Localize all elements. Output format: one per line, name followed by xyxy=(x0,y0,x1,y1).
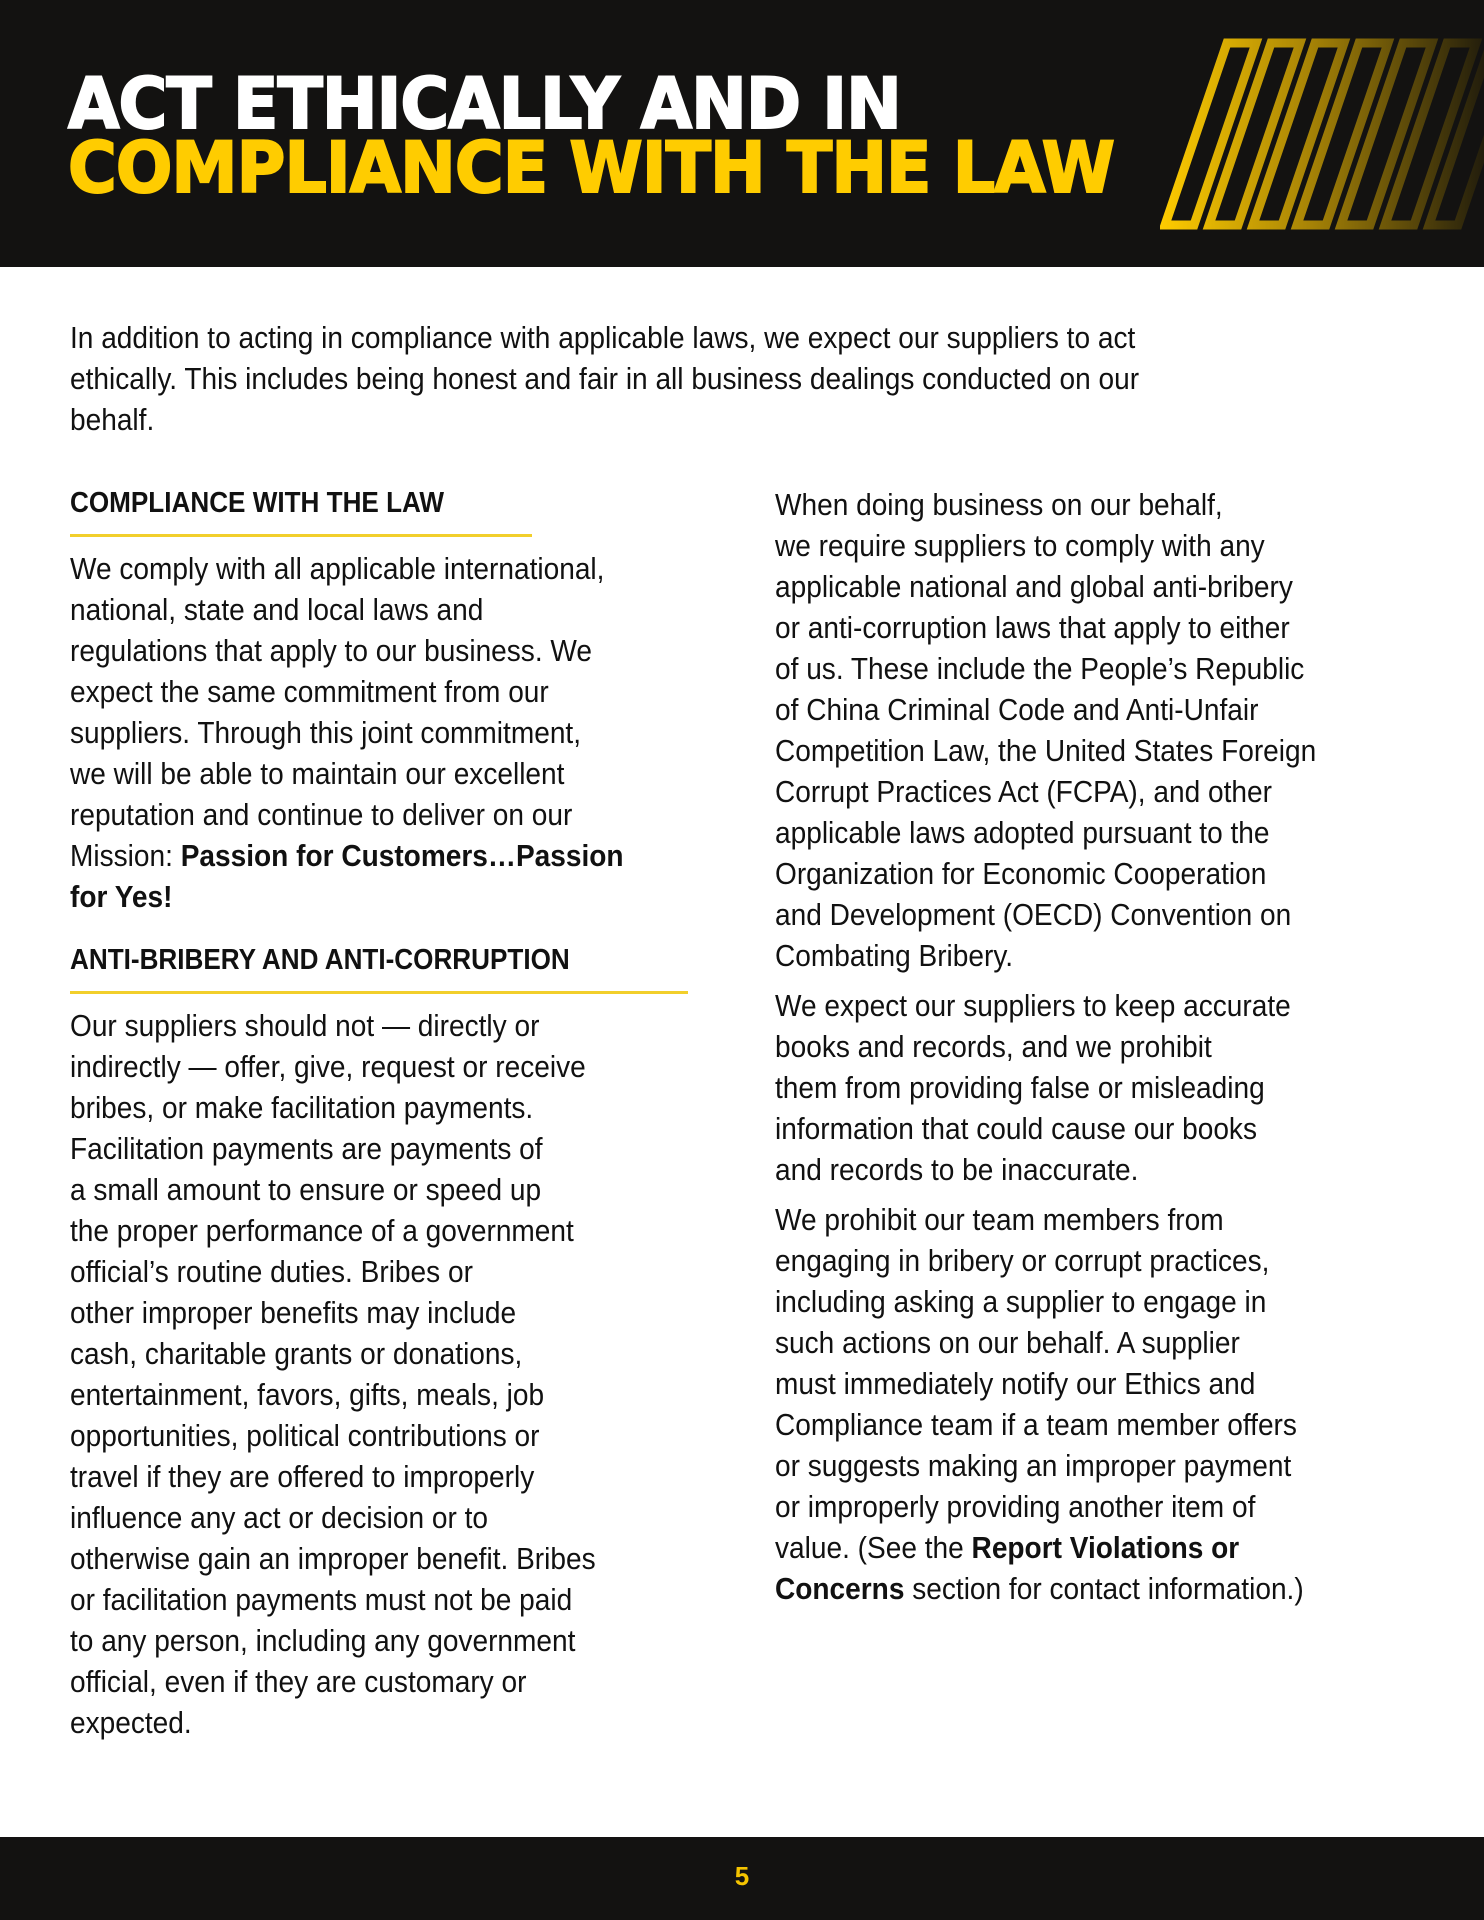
slanted-stripes-icon xyxy=(1160,38,1484,230)
body-line: of us. These include the People’s Republic xyxy=(775,652,1305,686)
body-line: influence any act or decision or to xyxy=(70,1501,489,1535)
body-line: suppliers. Through this joint commitment, xyxy=(70,716,582,750)
body-line: When doing business on our behalf, xyxy=(775,488,1223,522)
mission-statement: Passion for Customers…Passion xyxy=(180,839,624,873)
body-line: opportunities, political contributions or xyxy=(70,1419,540,1453)
section-heading: ANTI-BRIBERY AND ANTI-CORRUPTION xyxy=(70,944,570,976)
page-header-banner xyxy=(0,0,1484,267)
intro-line: In addition to acting in compliance with applicable laws, we expect our suppliers to act xyxy=(70,321,1136,355)
heading-underline xyxy=(70,534,532,537)
body-line: reputation and continue to deliver on our xyxy=(70,798,573,832)
body-line: we require suppliers to comply with any xyxy=(775,529,1265,563)
mission-statement: for Yes! xyxy=(70,880,173,914)
body-line: engaging in bribery or corrupt practices, xyxy=(775,1244,1270,1278)
paragraph-anti-bribery-laws xyxy=(775,485,1425,977)
body-line: including asking a supplier to engage in xyxy=(775,1285,1267,1319)
body-line: or improperly providing another item of xyxy=(775,1490,1256,1524)
mission-line xyxy=(70,877,668,918)
left-column xyxy=(70,485,720,1753)
body-line: or facilitation payments must not be paid xyxy=(70,1583,573,1617)
mission-line xyxy=(70,836,668,877)
body-line xyxy=(775,1528,1373,1569)
body-line: travel if they are offered to improperly xyxy=(70,1460,535,1494)
body-line: regulations that apply to our business. We xyxy=(70,634,593,668)
body-line: such actions on our behalf. A supplier xyxy=(775,1326,1240,1360)
body-line: Facilitation payments are payments of xyxy=(70,1132,543,1166)
body-line: entertainment, favors, gifts, meals, job xyxy=(70,1378,545,1412)
heading-underline xyxy=(70,991,688,994)
body-line: we will be able to maintain our excellent xyxy=(70,757,565,791)
body-line: them from providing false or misleading xyxy=(775,1071,1265,1105)
body-line: or anti-corruption laws that apply to either xyxy=(775,611,1290,645)
reference-prefix: value. (See the xyxy=(775,1531,972,1565)
body-line: other improper benefits may include xyxy=(70,1296,517,1330)
mission-prefix: Mission: xyxy=(70,839,181,873)
body-line: Competition Law, the United States Foreign xyxy=(775,734,1317,768)
page-number: 5 xyxy=(734,1861,750,1891)
body-line: official’s routine duties. Bribes or xyxy=(70,1255,473,1289)
body-line: the proper performance of a government xyxy=(70,1214,574,1248)
body-line: expected. xyxy=(70,1706,192,1740)
body-line: and records to be inaccurate. xyxy=(775,1153,1139,1187)
body-line: We comply with all applicable international, xyxy=(70,552,605,586)
body-line: applicable national and global anti-bribery xyxy=(775,570,1293,604)
body-line: We expect our suppliers to keep accurate xyxy=(775,989,1291,1023)
body-line: Combating Bribery. xyxy=(775,939,1014,973)
body-line: expect the same commitment from our xyxy=(70,675,549,709)
body-line xyxy=(775,1569,1373,1610)
body-line: and Development (OECD) Convention on xyxy=(775,898,1292,932)
section-body xyxy=(70,1006,720,1744)
intro-paragraph xyxy=(70,318,1420,441)
reference-suffix: section for contact information.) xyxy=(904,1572,1304,1606)
body-line: We prohibit our team members from xyxy=(775,1203,1224,1237)
body-line: applicable laws adopted pursuant to the xyxy=(775,816,1270,850)
intro-line: behalf. xyxy=(70,403,155,437)
body-line: Compliance team if a team member offers xyxy=(775,1408,1297,1442)
body-line: of China Criminal Code and Anti-Unfair xyxy=(775,693,1259,727)
page-title xyxy=(68,63,1169,209)
body-line: otherwise gain an improper benefit. Bribes xyxy=(70,1542,596,1576)
page-footer xyxy=(0,1837,1484,1920)
body-line: to any person, including any government xyxy=(70,1624,576,1658)
section-compliance-with-law xyxy=(70,485,720,918)
body-line: Corrupt Practices Act (FCPA), and other xyxy=(775,775,1272,809)
body-line: must immediately notify our Ethics and xyxy=(775,1367,1256,1401)
body-line: bribes, or make facilitation payments. xyxy=(70,1091,534,1125)
body-line: cash, charitable grants or donations, xyxy=(70,1337,523,1371)
report-violations-reference: Concerns xyxy=(775,1572,905,1606)
paragraph-books-records xyxy=(775,986,1425,1191)
right-column xyxy=(775,485,1425,1619)
body-line: indirectly — offer, give, request or receive xyxy=(70,1050,586,1084)
body-line: Organization for Economic Cooperation xyxy=(775,857,1267,891)
body-line: a small amount to ensure or speed up xyxy=(70,1173,542,1207)
paragraph-team-members xyxy=(775,1200,1425,1610)
intro-line: ethically. This includes being honest and fair in all business dealings conducted on our xyxy=(70,362,1140,396)
body-line: or suggests making an improper payment xyxy=(775,1449,1292,1483)
section-heading: COMPLIANCE WITH THE LAW xyxy=(70,487,445,519)
body-line: national, state and local laws and xyxy=(70,593,484,627)
body-line: official, even if they are customary or xyxy=(70,1665,527,1699)
body-line: information that could cause our books xyxy=(775,1112,1257,1146)
page-title-line1: ACT ETHICALLY AND IN xyxy=(68,63,901,145)
section-body xyxy=(70,549,720,918)
page-title-line2: COMPLIANCE WITH THE LAW xyxy=(68,127,1115,209)
report-violations-reference: Report Violations or xyxy=(971,1531,1240,1565)
section-anti-bribery xyxy=(70,942,720,1744)
body-line: Our suppliers should not — directly or xyxy=(70,1009,540,1043)
body-line: books and records, and we prohibit xyxy=(775,1030,1212,1064)
